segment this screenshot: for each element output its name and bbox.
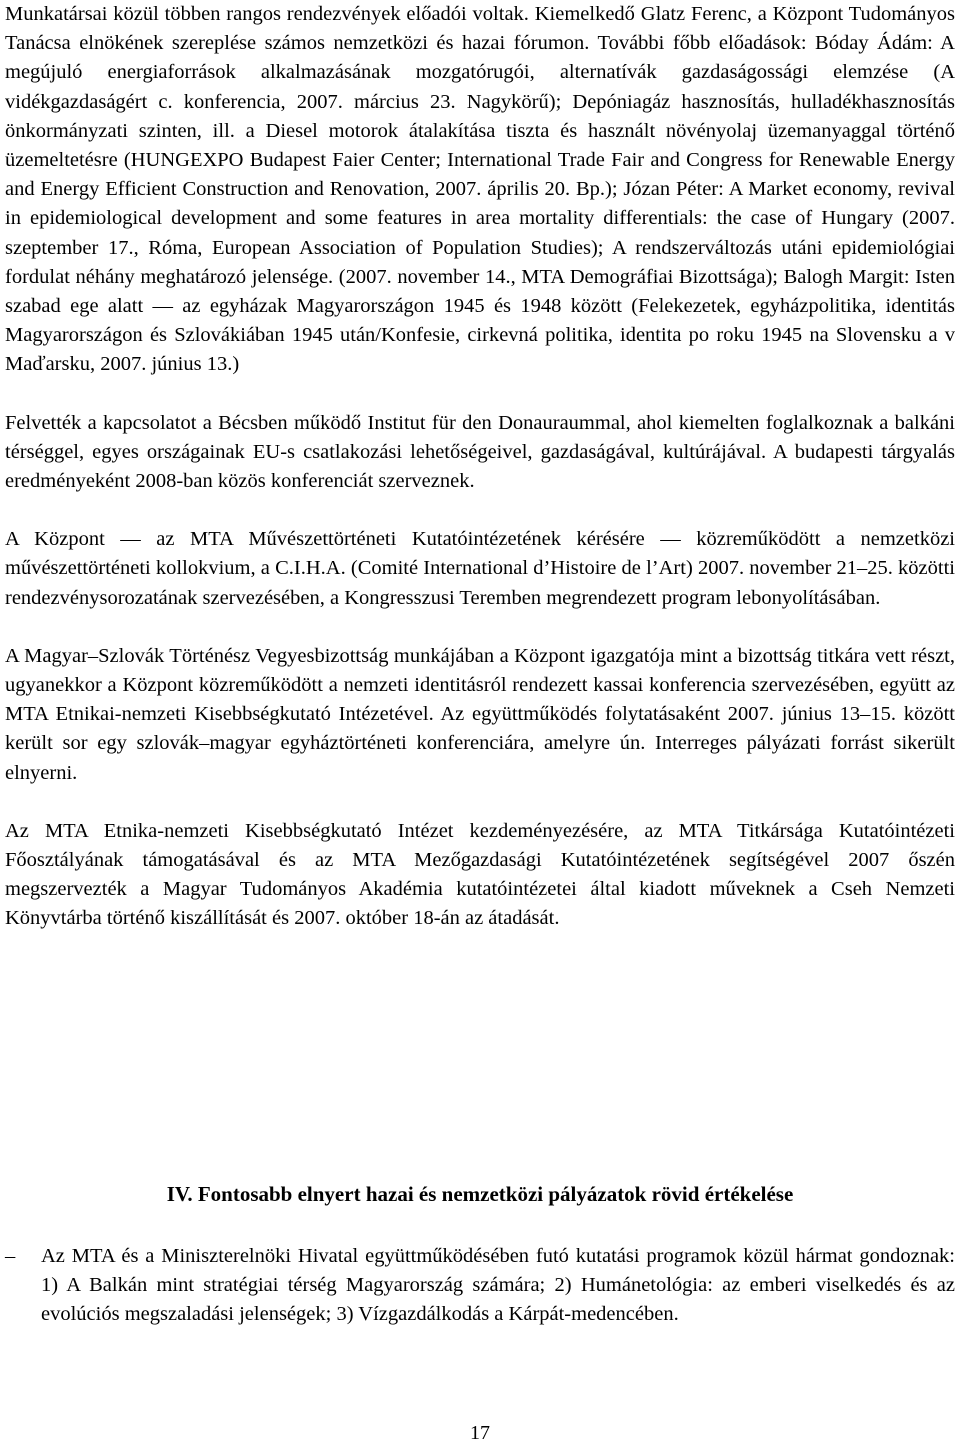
list-item-text: Az MTA és a Miniszterelnöki Hivatal együttműködésében futó kutatási programok közül hármat gondoznak: 1) A Balkán mint stratégiai térség Magyarország számára; 2) Humánetológia: az emberi viselkedés és az evolúciós megszaladási jelenségek; 3) Vízgazdálkodás a Kárpát-medencében. — [41, 1245, 955, 1326]
paragraph-donauraum: Felvették a kapcsolatot a Bécsben működő Institut für den Donauraummal, ahol kiemelten foglalkoznak a balkáni térséggel, egyes országainak EU-s csatlakozási lehetőségeivel, gazdaságával, kultúrájával. A budapesti tárgyalás eredményeként 2008-ban közös konferenciát szerveznek. — [5, 411, 955, 493]
dash-marker: – — [5, 1245, 16, 1267]
list-item — [5, 1242, 955, 1330]
paragraph-czech-library: Az MTA Etnika-nemzeti Kisebbségkutató Intézet kezdeményezésére, az MTA Titkársága Kutatóintézeti Főosztályának támogatásával és az MTA Mezőgazdasági Kutatóintézetének segítségével 2007 őszén megszervezték a Magyar Tudományos Akadémia kutatóintézetei által kiadott műveknek a Cseh Nemzeti Könyvtárba történő kiszállítását és 2007. október 18-án az átadását. — [5, 819, 955, 930]
section-heading: IV. Fontosabb elnyert hazai és nemzetközi pályázatok rövid értékelése — [166, 1182, 794, 1206]
paragraph-ciha-colloquium: A Központ — az MTA Művészettörténeti Kutatóintézetének kérésére — közreműködött a nemzetközi művészettörténeti kollokvium, a C.I.H.A. (Comité International d’Histoire de l’Art) 2007. november 21–25. közötti rendezvénysorozatának szervezésében, a Kongresszusi Teremben megrendezett program lebonyolításában. — [5, 528, 955, 609]
paragraph-slovak-commission: A Magyar–Szlovák Történész Vegyesbizottság munkájában a Központ igazgatója mint a bizottság titkára vett részt, ugyanekkor a Központ közreműködött a nemzeti identitásról rendezett kassai konferencia szervezésében, együtt az MTA Etnikai-nemzeti Kisebbségkutató Intézetével. Az együttműködés folytatásaként 2007. június 13–15. között került sor egy szlovák–magyar egyháztörténeti konferenciára, amelyre ún. Interreges pályázati forrást sikerült elnyerni. — [5, 644, 955, 784]
grants-list — [5, 1242, 955, 1330]
document-page — [5, 0, 955, 1326]
paragraph-presentations: Munkatársai közül többen rangos rendezvények előadói voltak. Kiemelkedő Glatz Ferenc, a Központ Tudományos Tanácsa elnökének szereplése számos nemzetközi és hazai fórumon. További főbb előadások: Bóday Ádám: A megújuló energiaforrások alkalmazásának mozgatórugói, alternatívák gazdaságossági elemzése (A vidékgazdaságért c. konferencia, 2007. március 23. Nagykörű); Depóniagáz hasznosítás, hulladékhasznosítás önkormányzati szinten, ill. a Diesel motorok átalakítása tiszta és használt növényolaj üzemanyaggal történő üzemeltetésre (HUNGEXPO Budapest Faier Center; International Trade Fair and Congress for Renewable Energy and Energy Efficient Construction and Renovation, 2007. április 20. Bp.); Józan Péter: A Market economy, revival in epidemiological development and some features in area mortality differentials: the case of Hungary (2007. szeptember 17., Róma, European Association of Population Studies); A rendszerváltozás utáni epidemiológiai fordulat néhány meghatározó jelensége. (2007. november 14., MTA Demográfiai Bizottsága); Balogh Margit: Isten szabad ege alatt — az egyházak Magyarországon 1945 és 1948 között (Felekezetek, egyházpolitika, identitás Magyarországon és Szlovákiában 1945 után/Konfesie, cirkevná politika, identita po roku 1945 na Slovensku a v Maďarsku, 2007. június 13.) — [5, 3, 955, 376]
page-number: 17 — [470, 1422, 490, 1444]
